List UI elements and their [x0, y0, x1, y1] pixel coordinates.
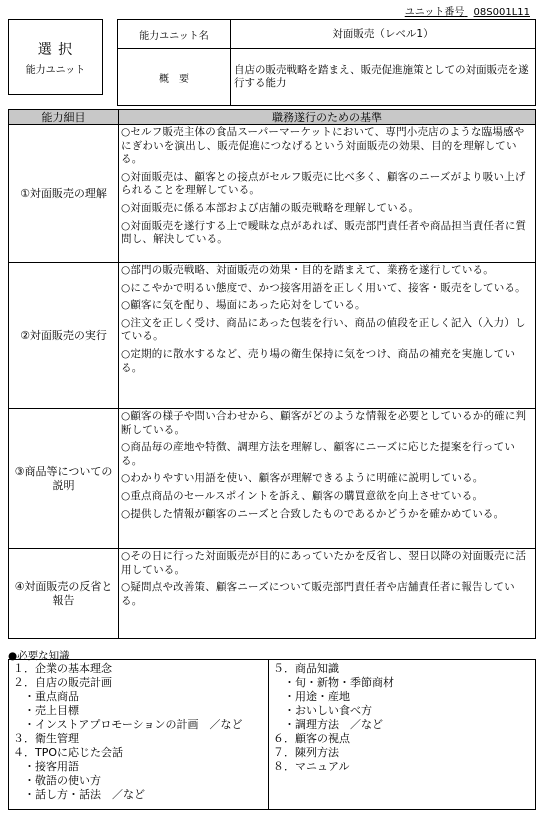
knowledge-item: ・インストアプロモーションの計画 ／など — [13, 718, 243, 731]
table-row — [9, 409, 536, 549]
knowledge-item: ７．陳列方法 — [273, 746, 339, 759]
criteria-item: ○にこやかで明るい態度で、かつ接客用語を正しく用いて、接客・販売をしている。 — [121, 281, 526, 294]
criteria-item: ○対面販売は、顧客との接点がセルフ販売に比べ多く、顧客のニーズがより吸い上げられることを理解している。 — [121, 170, 526, 197]
summary-value: 自店の販売戦略を踏まえ、販売促進施策としての対面販売を遂行する能力 — [231, 49, 536, 106]
unit-number — [405, 3, 530, 18]
select-title: 選 択 — [37, 41, 74, 58]
criteria-item: ○顧客の様子や問い合わせから、顧客がどのような情報を必要としているか的確に判断している。 — [121, 410, 527, 436]
table-row — [9, 263, 536, 409]
criteria-item: ○セルフ販売主体の食品スーパーマーケットにおいて、専門小売店のような臨場感やにぎわいを演出し、販売促進につなげるという対面販売の効果、目的を理解している。 — [121, 126, 525, 166]
criteria-item: ○部門の販売戦略、対面販売の効果・目的を踏まえて、業務を遂行している。 — [121, 264, 494, 276]
criteria-item: ○商品毎の産地や特徴、調理方法を理解し、顧客にニーズに応じた提案を行っている。 — [121, 441, 516, 467]
knowledge-item: ・重点商品 — [13, 690, 79, 703]
knowledge-item: ・売上目標 — [13, 704, 79, 717]
category-cell: ③商品等についての説明 — [9, 409, 119, 549]
criteria-item: ○対面販売を遂行する上で曖昧な点があれば、販売部門責任者や商品担当責任者に質問し、解決している。 — [121, 219, 527, 246]
criteria-item: ○注文を正しく受け、商品にあった包装を行い、商品の値段を正しく記入（入力）している。 — [121, 316, 526, 343]
knowledge-item: ・旬・新物・季節商材 — [273, 676, 394, 689]
knowledge-item: ・おいしい食べ方 — [273, 704, 372, 717]
knowledge-item: ・接客用語 — [13, 760, 79, 773]
knowledge-item: １．企業の基本理念 — [13, 662, 112, 675]
col-header-criteria: 職務遂行のための基準 — [119, 110, 536, 125]
knowledge-right-column — [269, 660, 535, 809]
knowledge-item: ８．マニュアル — [273, 760, 350, 773]
knowledge-item: ２．自店の販売計画 — [13, 676, 112, 689]
criteria-cell — [119, 549, 536, 639]
criteria-item: ○その日に行った対面販売が目的にあっていたかを反省し、翌日以降の対面販売に活用している。 — [121, 550, 527, 576]
knowledge-item: ６．顧客の視点 — [273, 732, 350, 745]
knowledge-item: ・敬語の使い方 — [13, 774, 101, 787]
criteria-cell — [119, 409, 536, 549]
knowledge-title: ●必要な知識 — [8, 650, 70, 662]
knowledge-item: ４．TPOに応じた会話 — [13, 746, 124, 759]
criteria-item: ○わかりやすい用語を使い、顧客が理解できるように明確に説明している。 — [121, 472, 484, 485]
table-row — [9, 125, 536, 263]
knowledge-left-column — [9, 660, 269, 809]
knowledge-box — [8, 659, 536, 810]
knowledge-item: ・話し方・話法 ／など — [13, 788, 145, 801]
criteria-item: ○顧客に気を配り、場面にあった応対をしている。 — [121, 299, 366, 312]
unit-number-value: 08S001L11 — [473, 7, 530, 18]
summary-label: 概 要 — [118, 49, 231, 106]
criteria-item: ○対面販売に係る本部および店舗の販売戦略を理解している。 — [121, 201, 420, 214]
criteria-cell — [119, 263, 536, 409]
criteria-table — [8, 109, 536, 639]
criteria-cell — [119, 125, 536, 263]
select-subtitle: 能力ユニット — [25, 64, 86, 76]
category-cell: ②対面販売の実行 — [9, 263, 119, 409]
category-cell: ①対面販売の理解 — [9, 125, 119, 263]
table-row — [9, 549, 536, 639]
knowledge-item: ・調理方法 ／など — [273, 718, 383, 731]
unit-number-label: ユニット番号 — [404, 7, 465, 18]
criteria-item: ○重点商品のセールスポイントを訴え、顧客の購買意欲を向上させている。 — [121, 489, 484, 502]
knowledge-item: ５．商品知識 — [273, 662, 339, 675]
unit-name-label: 能力ユニット名 — [118, 20, 231, 49]
unit-info-table — [117, 19, 536, 106]
category-cell: ④対面販売の反省と報告 — [9, 549, 119, 639]
col-header-ability: 能力細目 — [9, 110, 119, 125]
unit-name-value: 対面販売（レベル1） — [231, 20, 536, 49]
criteria-item: ○定期的に散水するなど、売り場の衛生保持に気をつけ、商品の補充を実施している。 — [121, 347, 516, 374]
knowledge-item: ３．衛生管理 — [13, 732, 79, 745]
criteria-item: ○提供した情報が顧客のニーズと合致したものであるかどうかを確かめている。 — [121, 507, 505, 520]
select-box — [8, 19, 103, 95]
knowledge-item: ・用途・産地 — [273, 690, 350, 703]
criteria-item: ○疑問点や改善策、顧客ニーズについて販売部門責任者や店舗責任者に報告している。 — [121, 581, 515, 607]
